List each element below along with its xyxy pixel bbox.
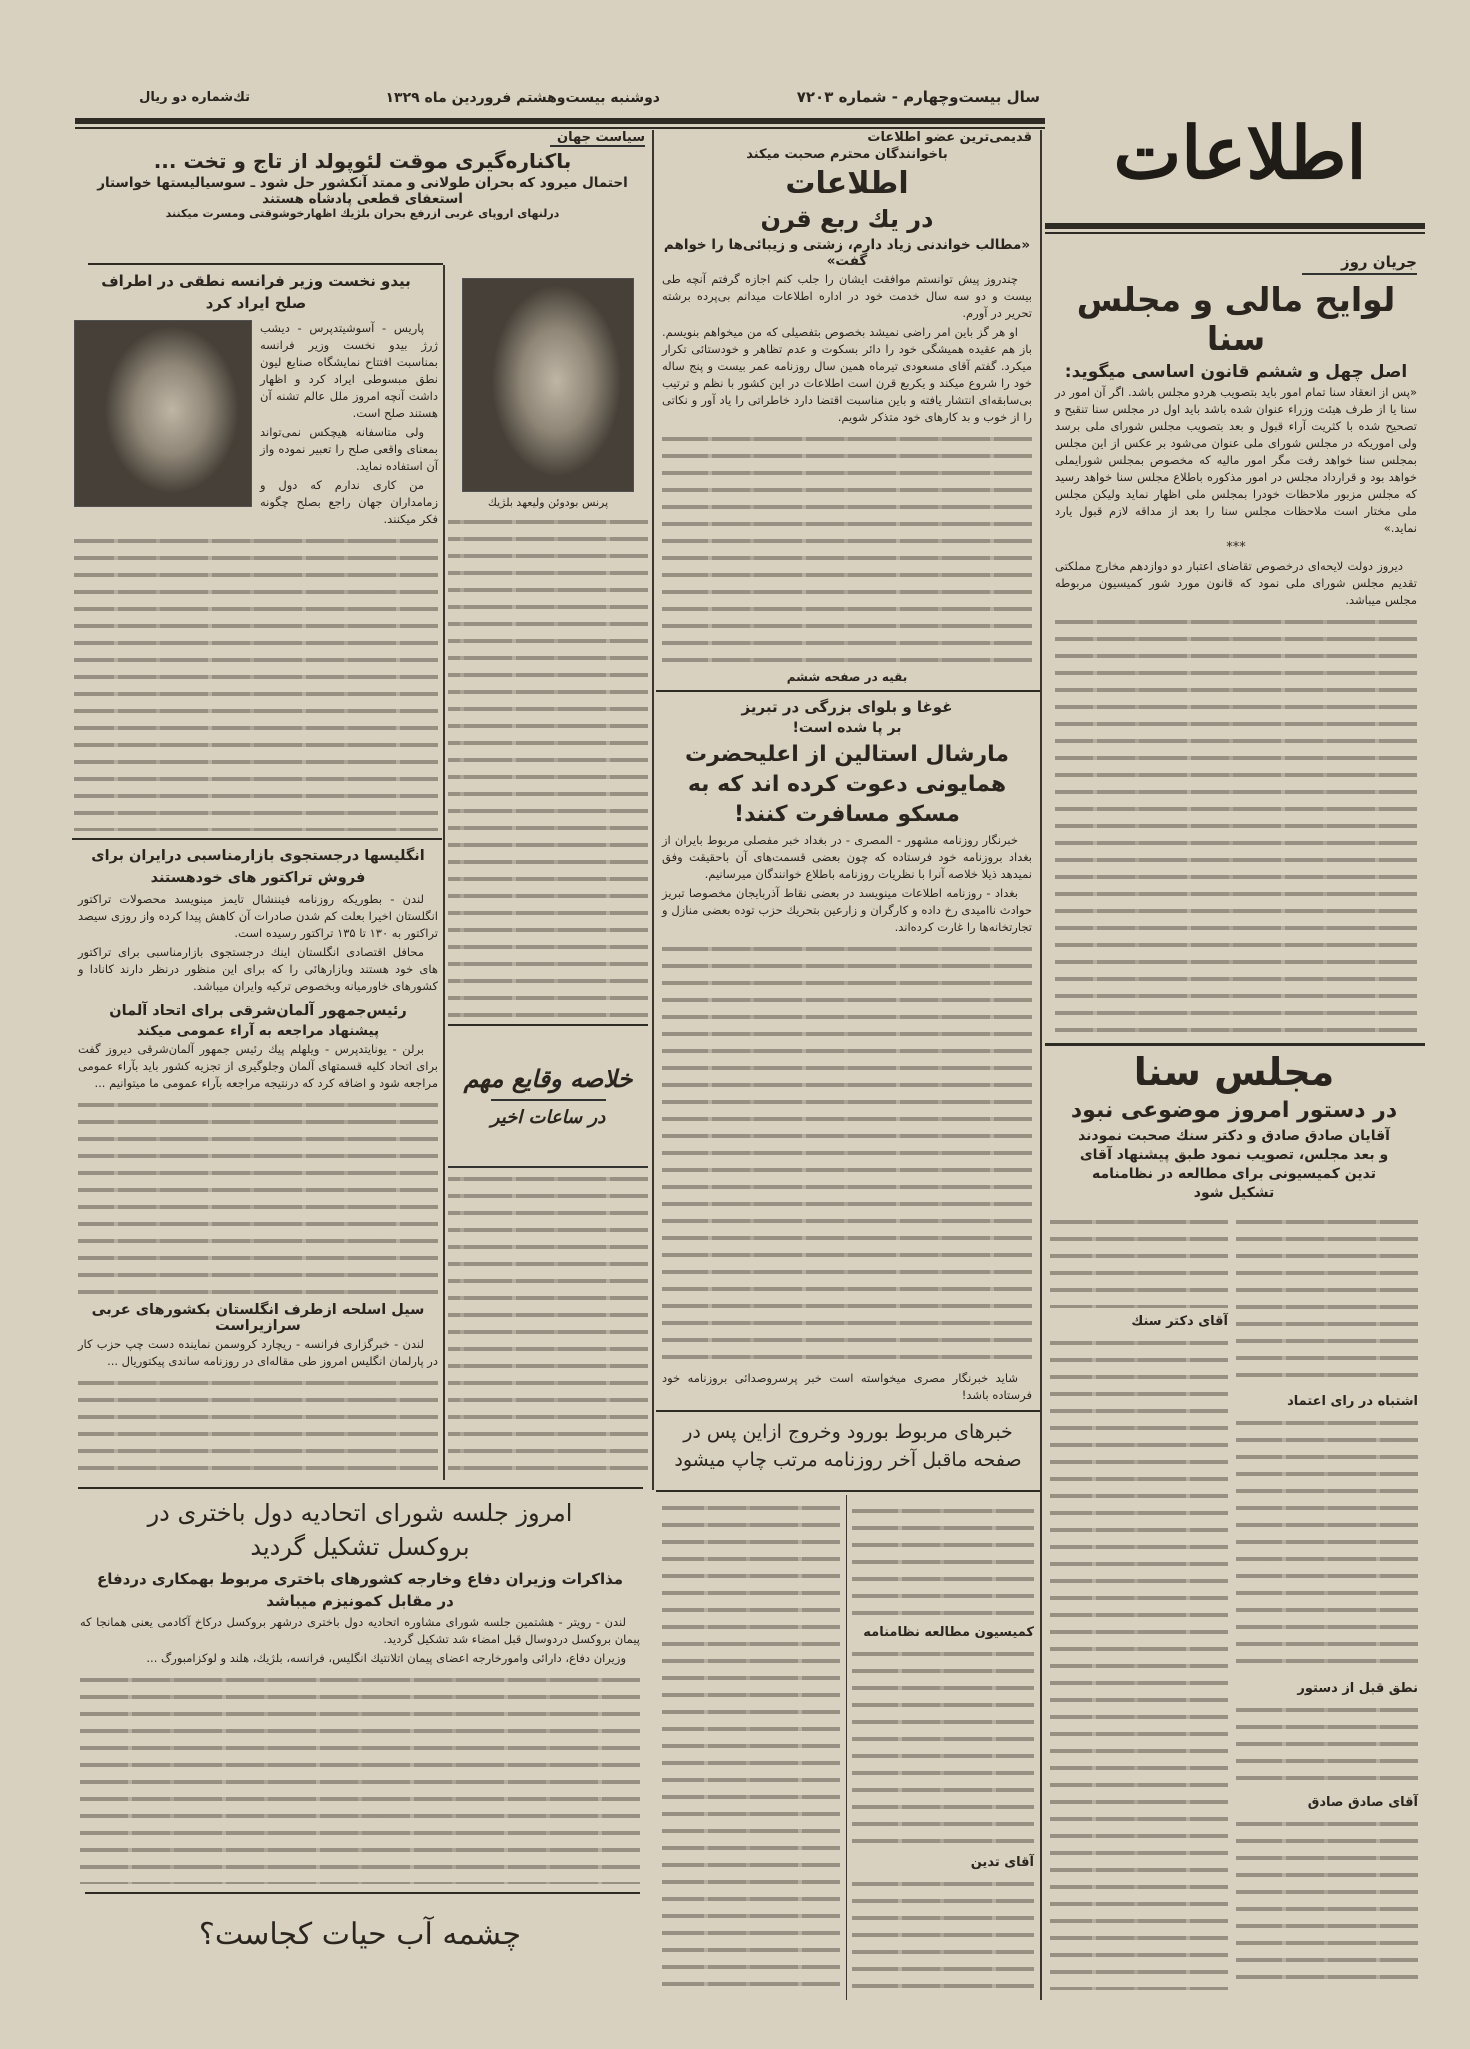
photo-caption: پرنس بودوئن ولیعهد بلژیك bbox=[487, 496, 609, 509]
world-headline: باکناره‌گیری موقت لئوپولد از تاج و تخت ... bbox=[153, 149, 572, 173]
france-section bbox=[74, 268, 438, 834]
section-rule bbox=[85, 1892, 640, 1894]
dateline-price: تك‌شماره دو ریال bbox=[139, 90, 250, 105]
middle-subtitle: در یك ربع قرن bbox=[760, 205, 934, 233]
masthead-rule bbox=[1045, 223, 1425, 229]
section-rule bbox=[656, 1490, 1040, 1492]
paragraph: پاریس - آسوشیتدپرس - دیشب ژرژ بیدو نخست وزیر فرانسه بمناسبت افتتاح نمایشگاه صنایع لیون نطق مبسوطی ایراد کرد و اظهار داشت آنچه امروز ملل عالم تشنه آن هستند صلح است. bbox=[260, 321, 438, 420]
editorial-body bbox=[1055, 558, 1417, 611]
column-divider bbox=[1040, 130, 1042, 2000]
masthead-rule-thin bbox=[1045, 232, 1425, 234]
east-germany-text-block bbox=[78, 1097, 438, 1297]
section-rule bbox=[88, 263, 443, 265]
world-header bbox=[80, 130, 645, 260]
section-label: سیاست جهان bbox=[550, 130, 645, 147]
east-germany-subhead: پیشنهاد مراجعه به آراء عمومی میکند bbox=[136, 1023, 380, 1039]
paragraph: دیروز دولت لایحه‌ای درخصوص تقاضای اعتبار دو دوازدهم مخارج مملکتی تقدیم مجلس شورای ملی نمود که قانون مورد شور کمیسیون مربوطه مجلس میباشد. bbox=[1055, 559, 1417, 607]
middle-section bbox=[662, 130, 1032, 686]
paragraph: بغداد - روزنامه اطلاعات مینویسد در بعضی نقاط آذربایجان مخصوصا تبریز حوادث ناامیدی رخ داده و کارگران و زارعین بتحریك حزب توده بعضی منازل و تجارتخانه‌ها را غارت کرده‌اند. bbox=[662, 886, 1032, 934]
paragraph: لندن - بطوریکه روزنامه فیننشال تایمز مینویسد محصولات تراکتور انگلستان اخیرا بعلت کم شدن صادرات آن کاهش پیدا کرده واز روزی سیصد تراکتور به ۱۳۰ تا ۱۳۵ تراکتور رسیده است. bbox=[78, 892, 438, 940]
photo-prince-baudouin bbox=[462, 278, 634, 492]
tabriz-kicker: غوغا و بلوای بزرگی در تبریز bbox=[741, 698, 953, 716]
senate-subhead: آقای دکتر سنك bbox=[1131, 1313, 1228, 1329]
paragraph: وزیران دفاع، دارائی وامورخارجه اعضای پیمان اتلانتیك انگلیس، فرانسه، بلژیك، هلند و لوکزامبورگ ... bbox=[146, 1651, 626, 1665]
brussels-body bbox=[80, 1614, 640, 1669]
left-news-section bbox=[78, 843, 438, 1478]
senate-section bbox=[1050, 1048, 1418, 1993]
top-rule bbox=[75, 118, 1045, 124]
senate-column-right bbox=[1236, 1211, 1418, 1993]
senate-subhead: نطق قبل از دستور bbox=[1297, 1681, 1418, 1697]
senate-text-column bbox=[1236, 1702, 1418, 1789]
masthead-logo: اطلاعات bbox=[1113, 110, 1367, 195]
summary-box-title: خلاصه وقایع مهم bbox=[463, 1063, 633, 1093]
france-headline: بیدو نخست وزیر فرانسه نطقی در اطراف صلح ایراد کرد bbox=[101, 272, 411, 312]
east-germany-headline: رئیس‌جمهور آلمان‌شرقی برای اتحاد آلمان bbox=[109, 1003, 407, 1019]
tabriz-headline: مارشال استالین از اعلیحضرت همایونی دعوت کرده اند که به مسکو مسافرت کنند! bbox=[684, 742, 1010, 827]
dateline-date: دوشنبه بیست‌وهشتم فروردین ماه ۱۳۲۹ bbox=[385, 90, 660, 106]
arms-headline: سیل اسلحه ازطرف انگلستان بکشورهای عربی سرازیراست bbox=[91, 1302, 425, 1334]
paragraph: او هر گز باین امر راضی نمیشد بخصوص بتفصیلی که من میخواهم بنویسم. باز هم عقیده همیشگی خود را دائر بسکوت و عدم تظاهر و خودستائی تکرار میکرد. گفتم آقای مسعودی تیرماه همین سال روزنامه عمر بیست و پنج ساله خود را شروع میکند و یکربع قرن است اطلاعات در این کشور با نظم و ترتیب بی‌سابقه‌ای انتشار یافته و باین مناسبت اقتضا دارد خاطراتی را یاد آور و نکاتی را از خوب و بد کارهای خود متذکر شویم. bbox=[662, 325, 1032, 424]
tabriz-closing bbox=[662, 1370, 1032, 1406]
section-rule bbox=[72, 838, 442, 840]
column-divider bbox=[443, 265, 445, 1480]
column-divider bbox=[652, 130, 654, 1490]
dateline-issue: سال بیست‌وچهارم - شماره ۷۲۰۳ bbox=[796, 88, 1040, 106]
world-subhead-3: درلنهای اروپای غربی ازرفع بحران بلژیك اظهارخوشوقتی ومسرت میکنند bbox=[165, 207, 560, 220]
summary-text-block bbox=[448, 1171, 648, 1475]
summary-box-subtitle: در ساعات اخیر bbox=[490, 1106, 606, 1128]
senate-text-column bbox=[1236, 1415, 1418, 1676]
middle-kicker: قدیمی‌ترین عضو اطلاعات bbox=[867, 130, 1032, 145]
bottom-headline: چشمه آب حیات کجاست؟ bbox=[198, 1917, 522, 1952]
baudouin-text-block bbox=[448, 514, 648, 1021]
france-body bbox=[260, 320, 438, 530]
summary-box bbox=[448, 1026, 648, 1168]
senate-subtitle: در دستور امروز موضوعی نبود bbox=[1070, 1098, 1398, 1123]
arms-body bbox=[78, 1336, 438, 1372]
editorial-section bbox=[1055, 250, 1417, 1038]
world-subhead-2: استعفای قطعی پادشاه هستند bbox=[262, 191, 463, 207]
paragraph: خبرنگار روزنامه مشهور - المصری - در بغداد خبر مفصلی مربوط بایران از بغداد بروزنامه خود فرستاده که چون بعضی قسمت‌های آن باحقیقت وفق نمیدهد ذیلا خلاصه آنرا با نظریات روزنامه باطلاع خوانندگان میرسانیم. bbox=[662, 833, 1032, 881]
tabriz-text-block bbox=[662, 941, 1032, 1367]
paragraph: ولی متاسفانه هیچکس نمی‌تواند بمعنای واقعی صلح را تعبیر نموده واز آن استفاده نماید. bbox=[260, 425, 438, 473]
senate-deck: آقایان صادق صادق و دکتر سنك صحبت نمودند و بعد مجلس، تصویب نمود طبق پیشنهاد آقای تدین کمیسیونی برای مطالعه در نظامنامه تشکیل شود bbox=[1078, 1128, 1390, 1201]
middle-kicker-2: باخوانندگان محترم صحبت میکند bbox=[746, 147, 948, 162]
brussels-subhead: مذاکرات وزیران دفاع وخارجه کشورهای باختری مربوط بهمکاری دردفاع در مقابل کمونیزم میباشد bbox=[96, 1570, 624, 1610]
section-rule bbox=[656, 1410, 1040, 1412]
column-divider bbox=[846, 1495, 847, 2000]
section-rule bbox=[78, 1487, 643, 1489]
middle-text-column bbox=[852, 1876, 1034, 1992]
tabriz-kicker-2: بر پا شده است! bbox=[792, 720, 902, 736]
photo-bidault bbox=[74, 320, 252, 507]
senate-subhead: اشتباه در رای اعتماد bbox=[1287, 1393, 1418, 1409]
summary-box-underline bbox=[491, 1099, 606, 1101]
middle-lead: «مطالب خواندنی زیاد دارم، زشتی و زیبائی‌ها را خواهم گفت» bbox=[663, 237, 1031, 269]
paragraph: لندن - رویتر - هشتمین جلسه شورای مشاوره اتحادیه دول باختری درشهر بروکسل درکاخ آکادمی یعنی همانجا که پیمان بروکسل دردوسال قبل امضاء شد تشکیل گردید. bbox=[80, 1615, 640, 1646]
editorial-quote: «پس از انعقاد سنا تمام امور باید بتصویب هردو مجلس باشد. اگر آن امور در سنا یا از طرف هیئت وزراء عنوان شده باشد باید اول در مجلس سنا تنقیح و تصحیح شده با کثریت آراء قبول و بعد بتصویب مجلس شورای ملی برسد ولی اموریکه در مجلس شورای ملی عنوان می‌شود بر عکس از این مجلس بمجلس سنا خواهد رفت مگر امور مالیه که مخصوص بمجلس شورایملی خواهد بود و قرارداد مجلس در امور مذکوره باطلاع مجلس سنا خواهد رسید که مجلس مزبور ملاحظات خودرا بمجلس ملی اظهار نماید ولیکن مجلس ملی مختار است ملاحظات مجلس سنا را بعد از مداقه لازم قبول یارد نماید.» bbox=[1055, 385, 1417, 535]
brussels-section bbox=[80, 1494, 640, 1887]
section-rule bbox=[656, 690, 1040, 692]
senate-text-column bbox=[1236, 1214, 1418, 1388]
tractors-body bbox=[78, 891, 438, 997]
editorial-headline: لوایح مالی و مجلس سنا bbox=[1076, 280, 1396, 358]
middle-text-column bbox=[852, 1646, 1034, 1849]
middle-text-column bbox=[852, 1503, 1034, 1619]
senate-subhead: آقای صادق صادق bbox=[1307, 1795, 1418, 1811]
middle-body bbox=[662, 271, 1032, 428]
notice-headline: خبرهای مربوط بورود وخروج ازاین پس در صفحه ماقبل آخر روزنامه مرتب چاپ میشود bbox=[674, 1421, 1022, 1471]
tabriz-section bbox=[662, 696, 1032, 1406]
separator: *** bbox=[1226, 540, 1246, 555]
senate-text-column bbox=[1236, 1816, 1418, 1990]
paragraph: چندروز پیش توانستم موافقت ایشان را جلب کنم اجازه گرفتم آنچه طی بیست و دو سه سال خدمت خود در اداره اطلاعات میدانم بی‌پرده برشته تحریر در آورم. bbox=[662, 272, 1032, 320]
france-row bbox=[74, 320, 438, 530]
paragraph: برلن - یونایتدپرس - ویلهلم پیك رئیس جمهور آلمان‌شرقی دیروز گفت برای اتحاد کلیه قسمتهای آلمان وجلوگیری از تجزیه کشور باید بآراء عمومی مراجعه شود و اضافه کرد که درنتیجه مراجعه بآراء عمومی ما میتوانیم ... bbox=[78, 1042, 438, 1090]
senate-text-column bbox=[1050, 1335, 1228, 1990]
tractors-headline: انگلیسها درجستجوی بازارمناسبی درایران برای فروش تراکتور های خودهستند bbox=[91, 848, 425, 886]
tadayon-subhead: آقای تدین bbox=[970, 1855, 1034, 1870]
editorial-text-block bbox=[1055, 614, 1417, 1035]
tabriz-body bbox=[662, 832, 1032, 938]
east-germany-body bbox=[78, 1041, 438, 1094]
middle-bottom-right-column bbox=[852, 1500, 1034, 1995]
commission-subhead: کمیسیون مطالعه نظامنامه bbox=[863, 1625, 1034, 1640]
senate-text-column bbox=[1050, 1214, 1228, 1308]
brussels-text-block bbox=[80, 1672, 640, 1884]
section-rule bbox=[1045, 1043, 1425, 1046]
editorial-subhead: اصل چهل و ششم قانون اساسی میگوید: bbox=[1064, 362, 1408, 382]
top-rule-thin bbox=[75, 127, 1045, 129]
paragraph: من کاری ندارم که دول و زمامداران جهان راجع بصلح چگونه فکر میکنند. bbox=[260, 478, 438, 526]
france-text-block bbox=[74, 533, 438, 831]
paragraph: شاید خبرنگار مصری میخواسته است خبر پرسروصدائی بروزنامه خود فرستاده باشد! bbox=[662, 1371, 1032, 1402]
arms-text-block bbox=[78, 1375, 438, 1475]
middle-text-block bbox=[662, 431, 1032, 665]
senate-column-left bbox=[1050, 1211, 1228, 1993]
second-column bbox=[448, 278, 648, 1478]
senate-columns bbox=[1050, 1211, 1418, 1993]
world-subhead-1: احتمال میرود که بحران طولانی و ممتد آنکشور حل شود ـ سوسیالیستها خواستار bbox=[97, 175, 628, 191]
middle-title: اطلاعات bbox=[785, 166, 909, 201]
senate-title: مجلس سنا bbox=[1133, 1050, 1335, 1094]
middle-text-column bbox=[662, 1500, 840, 1995]
continued-note: بقیه در صفحه ششم bbox=[786, 670, 908, 684]
section-kicker: جریان روز bbox=[1302, 253, 1417, 275]
paragraph: لندن - خبرگزاری فرانسه - ریچارد کروسمن نماینده دست چپ حزب کار در پارلمان انگلیس امروز طی مقاله‌ای در روزنامه ساندی پیکتوریال ... bbox=[78, 1337, 438, 1368]
brussels-headline: امروز جلسه شورای اتحادیه دول باختری در بروکسل تشکیل گردید bbox=[147, 1499, 573, 1561]
paragraph: محافل اقتصادی انگلستان اینك درجستجوی بازارمناسبی برای تراکتور های خود هستند وبازارهائی را که برای این منظور درنظر دارند کانادا و کشورهای خاورمیانه وبخصوص ترکیه وایران میباشد. bbox=[78, 945, 438, 993]
